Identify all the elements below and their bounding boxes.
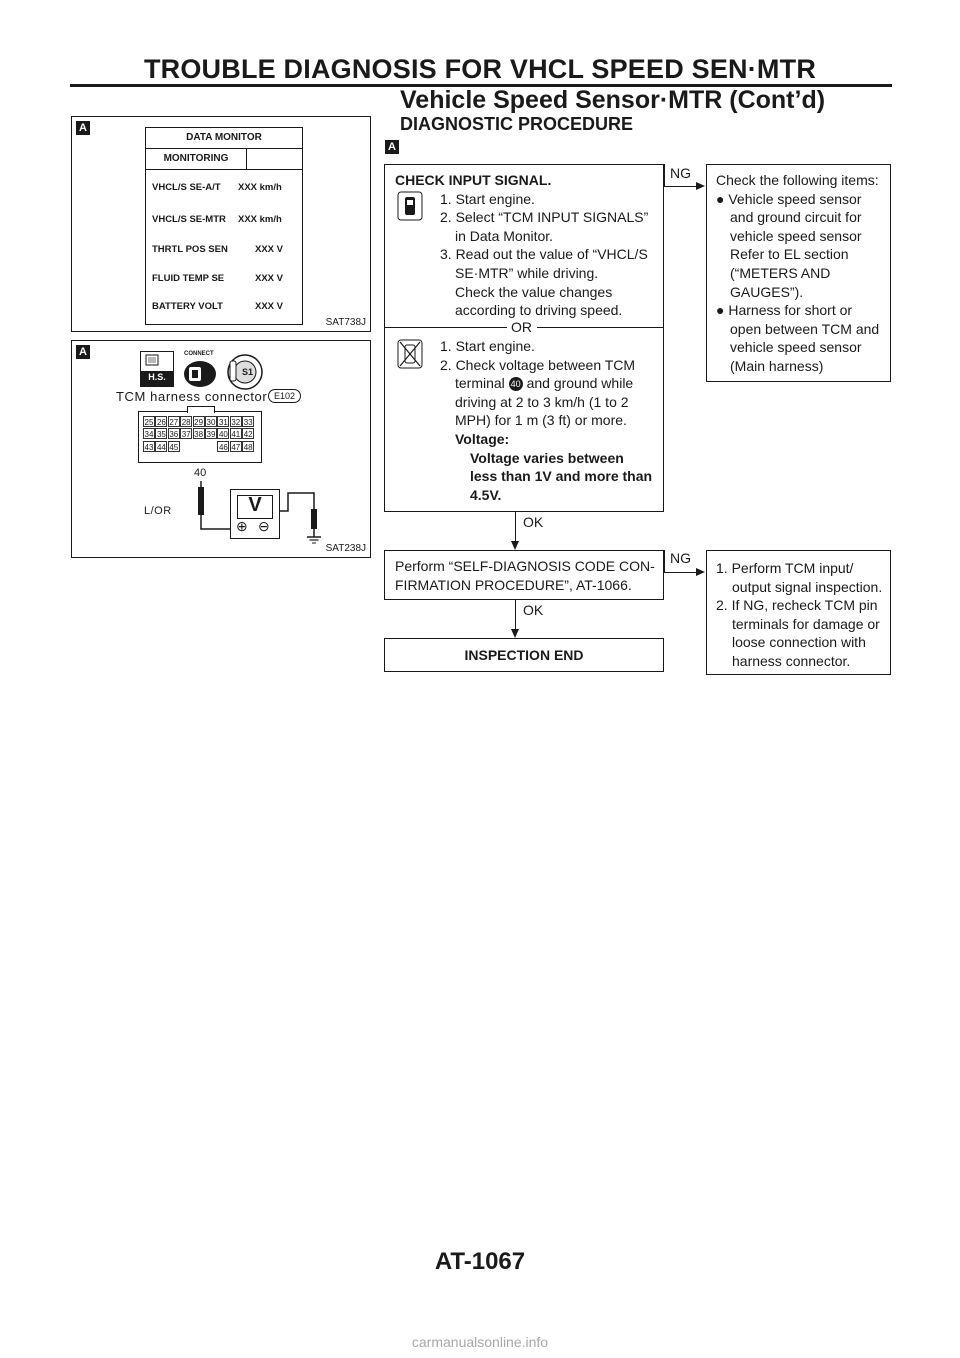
connector-pin: 41 xyxy=(231,430,241,440)
connector-pin: 39 xyxy=(206,430,216,440)
inspection-line: terminals for damage or xyxy=(732,615,880,632)
inspection-end-label: INSPECTION END xyxy=(464,647,584,663)
step1-line: 3. Read out the value of “VHCL/S xyxy=(440,246,648,263)
bullet-line xyxy=(716,301,888,320)
connect-label: CONNECT xyxy=(184,351,214,357)
connector-pin: 28 xyxy=(181,418,191,427)
connector-pin: 29 xyxy=(194,418,204,427)
voltage-line: 4.5V. xyxy=(470,486,502,503)
terminal-number-badge: 40 xyxy=(510,379,521,390)
step1-alt-line: driving at 2 to 3 km/h (1 to 2 xyxy=(455,393,629,410)
wire-color-label: L/OR xyxy=(144,505,172,517)
connector-pin: 26 xyxy=(156,418,166,427)
bullet-line xyxy=(716,190,888,209)
terminal-prefix: terminal xyxy=(455,375,505,392)
connector-pin: 34 xyxy=(144,430,154,440)
connector-pin: 45 xyxy=(169,442,179,452)
connector-pin: 31 xyxy=(218,418,228,427)
step1-alt-line: 1. Start engine. xyxy=(440,338,535,354)
monitor-row-label: THRTL POS SEN xyxy=(152,244,228,255)
step1-alt-terminal-line xyxy=(395,374,657,393)
check-item-line: (Main harness) xyxy=(730,357,824,374)
voltage-line: Voltage varies between xyxy=(470,449,624,466)
arrow-right-icon xyxy=(696,182,705,190)
inspection-line: 1. Perform TCM input/ xyxy=(716,560,854,576)
step2-line: Perform “SELF-DIAGNOSIS CODE CON- xyxy=(395,558,655,574)
connector-pin: 42 xyxy=(243,430,253,440)
inspection-end-box xyxy=(384,638,664,672)
check-item-line: GAUGES”). xyxy=(730,283,804,300)
monitor-row-value: XXX V xyxy=(255,244,283,255)
voltage-line: less than 1V and more than xyxy=(470,468,653,485)
connector-pin: 25 xyxy=(144,418,154,427)
step1-line: according to driving speed. xyxy=(455,302,623,319)
connector-pin: 43 xyxy=(144,442,154,452)
ok-label: OK xyxy=(523,602,544,618)
step1-line: 1. Start engine. xyxy=(440,190,535,207)
data-monitor-figure xyxy=(71,116,371,332)
connector-pin: 35 xyxy=(156,430,166,440)
arrow-down-icon xyxy=(511,541,519,550)
page-header-subtitle: Vehicle Speed Sensor·MTR (Cont’d) xyxy=(400,86,826,114)
connector-pin: 30 xyxy=(206,418,216,427)
connector-pin: 46 xyxy=(218,442,228,452)
consult-tester-icon xyxy=(397,191,423,221)
check-item-line: (“METERS AND xyxy=(730,264,831,281)
connector-id-badge: E102 xyxy=(268,389,301,403)
voltmeter-label: V xyxy=(248,494,262,516)
arrow-down-icon xyxy=(511,629,519,638)
plus-terminal: ⊕ xyxy=(236,518,248,534)
monitor-row-value: XXX V xyxy=(255,301,283,312)
page-header-title: TROUBLE DIAGNOSIS FOR VHCL SPEED SEN·MTR xyxy=(143,54,817,84)
monitor-row-label: BATTERY VOLT xyxy=(152,301,223,312)
connector-pin: 27 xyxy=(169,418,179,427)
tcm-inspection-box xyxy=(706,550,891,675)
ng-label: NG xyxy=(670,550,691,566)
probe-pin-label: 40 xyxy=(194,467,207,479)
figure-marker: A xyxy=(76,345,90,359)
arrow-right-icon xyxy=(696,568,705,576)
connector-pin: 36 xyxy=(169,430,179,440)
inspection-line: output signal inspection. xyxy=(732,578,883,595)
step1-line: in Data Monitor. xyxy=(455,227,554,244)
or-separator: OR xyxy=(511,319,532,335)
check-item-line: Vehicle speed sensor xyxy=(728,190,862,207)
terminal-suffix: and ground while xyxy=(526,375,634,392)
check-input-signal-box xyxy=(384,164,664,512)
monitor-row-value: XXX V xyxy=(255,273,283,284)
inspection-line: harness connector. xyxy=(732,652,851,669)
inspection-line: 2. If NG, recheck TCM pin xyxy=(716,597,878,614)
step2-line: FIRMATION PROCEDURE”, AT-1066. xyxy=(395,576,632,593)
check-item-line: vehicle speed sensor xyxy=(730,227,862,244)
monitor-row-label: VHCL/S SE-A/T xyxy=(152,182,221,193)
ok-label: OK xyxy=(523,514,544,530)
monitor-row-label: VHCL/S SE-MTR xyxy=(152,214,226,225)
watermark: carmanualsonline.info xyxy=(411,1334,549,1350)
figure-marker: A xyxy=(76,121,90,135)
check-items-title: Check the following items: xyxy=(716,172,879,188)
check-item-line: and ground circuit for xyxy=(730,209,862,226)
key-position-label: S1 xyxy=(242,367,254,377)
data-monitor-screen xyxy=(145,127,303,325)
check-item-line: open between TCM and xyxy=(730,320,880,337)
section-title: DIAGNOSTIC PROCEDURE xyxy=(400,114,634,134)
step1-alt-line: 2. Check voltage between TCM xyxy=(440,356,636,373)
check-items-box xyxy=(706,164,891,382)
connector-pin: 40 xyxy=(218,430,228,440)
monitor-row-label: FLUID TEMP SE xyxy=(152,273,225,284)
check-item-line: vehicle speed sensor xyxy=(730,339,862,356)
flow-marker: A xyxy=(385,140,399,154)
monitoring-label: MONITORING xyxy=(146,149,247,170)
self-diagnosis-box xyxy=(384,550,664,600)
step1-title: CHECK INPUT SIGNAL. xyxy=(395,172,552,188)
bullet-icon: ● xyxy=(716,302,725,319)
figure-code: SAT238J xyxy=(325,543,366,554)
bullet-icon: ● xyxy=(716,190,725,207)
step1-line: SE·MTR” while driving. xyxy=(455,264,599,281)
tcm-harness-figure xyxy=(71,340,371,558)
check-item-line: Refer to EL section xyxy=(730,246,849,263)
connector-pin: 32 xyxy=(231,418,241,427)
hs-label: H.S. xyxy=(148,372,166,382)
inspection-line: loose connection with xyxy=(732,634,866,651)
connector-pin: 33 xyxy=(243,418,253,427)
ng-label: NG xyxy=(670,165,691,181)
harness-label: TCM harness connector xyxy=(116,389,268,404)
step1-line: Check the value changes xyxy=(455,283,613,300)
connector-pin: 47 xyxy=(231,442,241,452)
check-item-line: Harness for short or xyxy=(728,302,853,319)
monitor-row-value: XXX km/h xyxy=(238,214,282,225)
page-number: AT-1067 xyxy=(434,1248,526,1275)
monitor-row-value: XXX km/h xyxy=(238,182,282,193)
voltmeter-icon xyxy=(230,489,280,539)
connector-pin: 38 xyxy=(194,430,204,440)
connector-pin: 44 xyxy=(156,442,166,452)
step1-alt-line: MPH) for 1 m (3 ft) or more. xyxy=(455,412,627,429)
probe-wiring xyxy=(72,341,370,557)
connector-pin: 48 xyxy=(243,442,253,452)
voltage-title: Voltage: xyxy=(455,430,510,447)
step1-line: 2. Select “TCM INPUT SIGNALS” xyxy=(440,209,649,226)
data-monitor-title: DATA MONITOR xyxy=(146,128,302,149)
connector-pin: 37 xyxy=(181,430,191,440)
minus-terminal: ⊖ xyxy=(258,518,270,534)
figure-code: SAT738J xyxy=(325,317,366,328)
